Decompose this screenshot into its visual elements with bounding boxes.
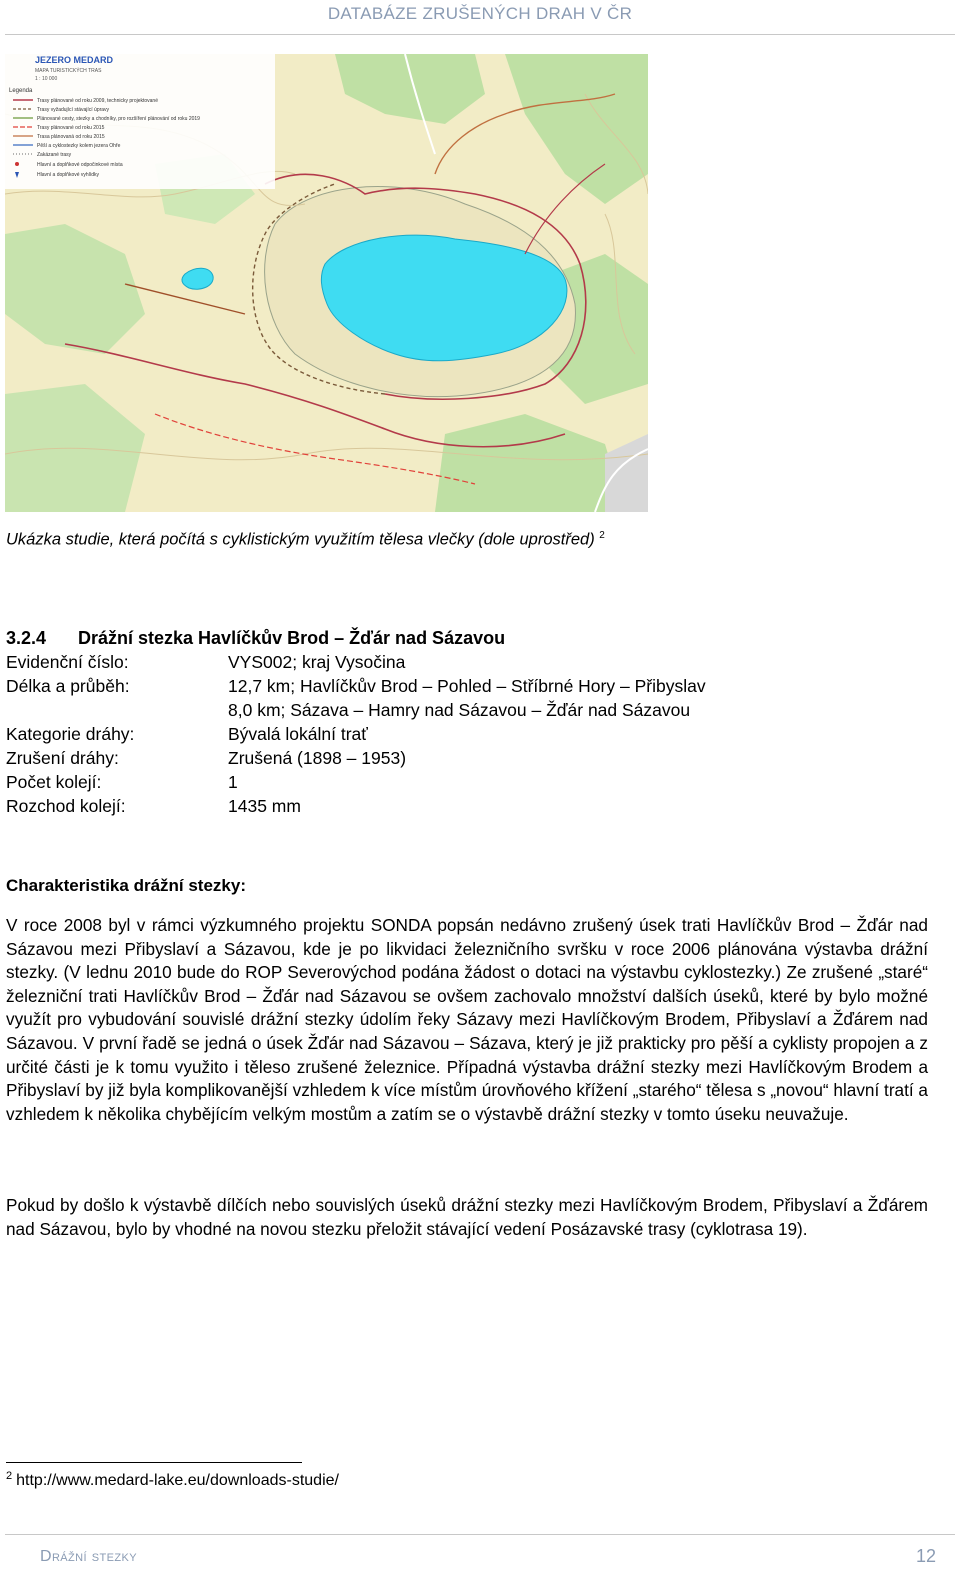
map-legend-title: Legenda — [9, 88, 33, 94]
map-subtitle: MAPA TURISTICKÝCH TRAS — [35, 68, 102, 74]
map-legend-item: Plánované cesty, stezky a chodníky, pro rozšíření plánování od roku 2019 — [37, 116, 200, 122]
map-legend-item: Trasy plánované od roku 2015 — [37, 125, 105, 131]
info-value: 12,7 km; Havlíčkův Brod – Pohled – Stříbrné Hory – Přibyslav — [228, 676, 706, 696]
info-label: Evidenční číslo: — [6, 652, 129, 672]
section-heading — [6, 628, 505, 649]
footnote-number: 2 — [6, 1470, 13, 1482]
info-label: Zrušení dráhy: — [6, 748, 119, 768]
info-value: Zrušená (1898 – 1953) — [228, 748, 407, 768]
caption-footnote-ref: 2 — [599, 530, 605, 541]
footnote-divider — [6, 1462, 302, 1463]
caption-text: Ukázka studie, která počítá s cyklistickým využitím tělesa vlečky (dole uprostřed) — [6, 530, 595, 549]
info-label: Rozchod kolejí: — [6, 796, 126, 816]
info-value: Bývalá lokální trať — [228, 724, 368, 744]
page-number: 12 — [915, 1546, 936, 1566]
footer-divider — [5, 1534, 955, 1535]
header-divider — [5, 34, 955, 35]
footnote-link[interactable]: http://www.medard-lake.eu/downloads-studie/ — [16, 1472, 339, 1489]
paragraph-2: Pokud by došlo k výstavbě dílčích nebo souvislých úseků drážní stezky mezi Havlíčkovým Brodem, Přibyslaví a Žďárem nad Sázavou, bylo by vhodné na novou stezku přeložit stávající vedení Posázavské trasy (cyklotrasa 19). — [6, 1195, 928, 1239]
info-value: 1435 mm — [228, 796, 301, 816]
info-label: Kategorie dráhy: — [6, 724, 135, 744]
map-legend-item: Trasy vyžadující stávající úpravy — [37, 107, 110, 113]
map-legend-item: Trasa plánovaná od roku 2015 — [37, 134, 105, 140]
characteristics-heading: Charakteristika drážní stezky: — [6, 876, 246, 895]
section-number: 3.2.4 — [6, 628, 47, 648]
map-title: JEZERO MEDARD — [35, 55, 114, 65]
footnote — [6, 1472, 339, 1490]
paragraph-1: V roce 2008 byl v rámci výzkumného projektu SONDA popsán nedávno zrušený úsek trati Havlíčkův Brod – Žďár nad Sázavou mezi Přibyslaví a Sázavou, kde je po likvidaci železničního svršku v roce 2006 plánována výstavba drážní stezky. (V lednu 2010 bude do ROP Severovýchod podána žádost o dotaci na výstavbu cyklostezky.) Ze zrušené „staré“ železniční trati Havlíčkův Brod – Žďár nad Sázavou se ovšem zachovalo množství dalších úseků, které by bylo možné využít pro vybudování souvislé drážní stezky údolím řeky Sázavy mezi Havlíčkovým Brodem, Přibyslaví a Žďárem nad Sázavou. V první řadě se jedná o úsek Žďár nad Sázavou – Sázava, který je již prakticky pro pěší a cyklisty propojen a z určité části je k tomu využito i těleso zrušené železnice. Případná výstavba drážní stezky mezi Havlíčkovým Brodem a Přibyslaví by již byla komplikovanější vzhledem k více místům úrovňového křížení „starého“ tělesa s „novou“ hlavní tratí a vzhledem k několika chybějícím velkým mostům a zatím se o výstavbě drážní stezky v tomto úseku neuvažuje. — [6, 915, 928, 1124]
section-title: Drážní stezka Havlíčkův Brod – Žďár nad Sázavou — [78, 628, 506, 648]
page-header: DATABÁZE ZRUŠENÝCH DRAH V ČR — [327, 4, 633, 23]
info-value: 8,0 km; Sázava – Hamry nad Sázavou – Žďár nad Sázavou — [228, 700, 691, 720]
figure-caption — [6, 530, 605, 550]
map-legend-item: Hlavní a doplňkové odpočinkové místa — [37, 162, 123, 168]
footer-section-name: Drážní stezky — [40, 1548, 137, 1565]
map-legend-item: Hlavní a doplňkové vyhlídky — [37, 172, 99, 178]
map-legend-item: Pěší a cyklostezky kolem jezera Ohře — [37, 143, 121, 149]
info-value: VYS002; kraj Vysočina — [228, 652, 406, 672]
map-figure — [5, 54, 648, 512]
info-label: Délka a průběh: — [6, 676, 130, 696]
info-value: 1 — [228, 772, 238, 792]
info-label: Počet kolejí: — [6, 772, 102, 792]
map-scale: 1 : 10 000 — [35, 76, 58, 82]
map-legend-item: Trasy plánované od roku 2009, technicky projektované — [37, 98, 158, 104]
map-legend-item: Zakázané trasy — [37, 152, 72, 158]
